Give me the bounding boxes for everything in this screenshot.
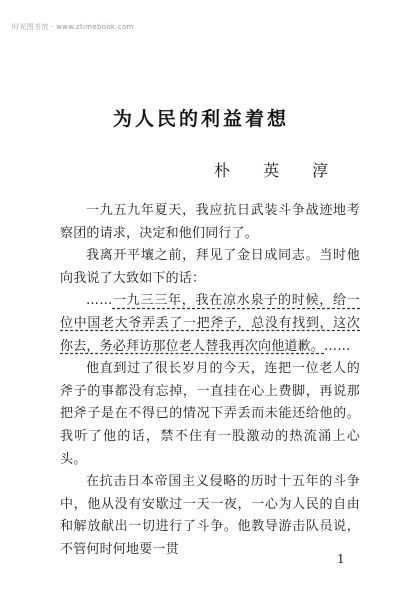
paragraph: 他直到过了很长岁月的今天，连把一位老人的斧子的事都没有忘掉，一直挂在心上费脚，再说那把斧子是在不得已的情况下弄丢而未能还给他的。我听了他的话，禁不住有一股激动的热流涌上心头。 [60, 361, 360, 467]
paragraph: 我离开平壤之前，拜见了金日成同志。当时他向我说了大致如下的话： [60, 248, 360, 286]
chapter-title: 为人民的利益着想 [112, 108, 289, 130]
watermark: 时光图书馆 · www.ztimebook.com [12, 23, 134, 31]
body-text [60, 200, 360, 562]
quote-paragraph [60, 290, 360, 358]
quote-ellipsis-tail: …… [324, 338, 351, 354]
paragraph: 一九五九年夏天，我应抗日武装斗争战迹地考察团的请求，决定和他们同行了。 [60, 203, 360, 241]
quote-ellipsis-lead: …… [86, 293, 113, 309]
quote-text: 一九三三年，我在凉水泉子的时候，给一位中国老大爷弄丢了一把斧子，总没有找到，这次你去，务必拜访那位老人替我再次向他道歉。 [60, 293, 360, 354]
page-number: 1 [337, 552, 345, 566]
paragraph: 在抗击日本帝国主义侵略的历时十五年的斗争中，他从没有安歇过一天一夜，一心为人民的自由和解放献出一切进行了斗争。他教导游击队员说，不管何时何地要一贯 [60, 474, 360, 557]
author-name: 朴 英 淳 [214, 161, 343, 180]
